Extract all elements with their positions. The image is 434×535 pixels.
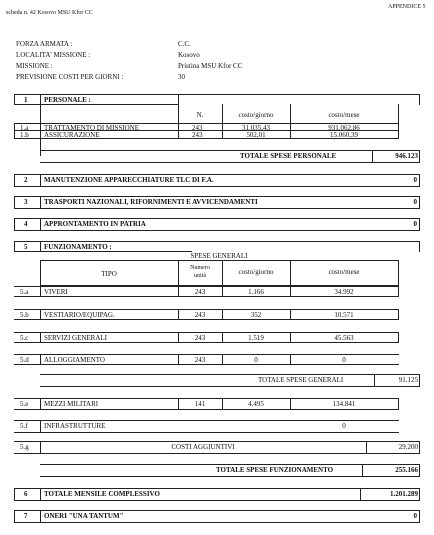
row-month: 0 (342, 422, 346, 430)
row-month: 931.062,86 (328, 124, 360, 132)
row-day: 1.519 (248, 334, 264, 342)
row-n: 243 (194, 311, 206, 319)
value-missione: Pristina MSU Kfor CC (178, 62, 243, 70)
col-costo-mese: costo/mese (328, 111, 360, 119)
section-number: 1 (24, 96, 28, 104)
section-value: 1.201.289 (390, 490, 418, 498)
col-numero-unita: Numero unità (190, 265, 210, 279)
section-number: 6 (24, 490, 28, 498)
total-generali-label: TOTALE SPESE GENERALI (258, 376, 344, 384)
section-title: FUNZIONAMENTO : (44, 243, 112, 251)
col-costo-giorno: costo/giorno (238, 111, 274, 119)
label-localita: LOCALITA' MISSIONE : (16, 51, 91, 59)
row-label: INFRASTRUTTURE (44, 422, 106, 430)
label-forza-armata: FORZA ARMATA : (16, 40, 73, 48)
section-value: 0 (413, 198, 417, 206)
col-costo-giorno: costo/giorno (238, 268, 274, 276)
value-giorni: 30 (178, 73, 185, 81)
section-value: 0 (413, 220, 417, 228)
row-day: 352 (250, 311, 262, 319)
total-funzionamento-label: TOTALE SPESE FUNZIONAMENTO (216, 466, 334, 474)
section-number: 3 (24, 198, 28, 206)
appendix-label: APPENDICE 5 (388, 4, 426, 10)
row-label: COSTI AGGIUNTIVI (171, 443, 235, 451)
row-day: 1.166 (248, 288, 264, 296)
row-n: 243 (194, 288, 206, 296)
section-title: PERSONALE : (44, 96, 91, 104)
row-label: MEZZI MILITARI (44, 400, 99, 408)
row-n: 141 (194, 400, 206, 408)
total-personale-value: 946.123 (395, 152, 418, 160)
row-label: TRATTAMENTO DI MISSIONE (44, 124, 139, 132)
section-value: 0 (413, 512, 417, 520)
row-n: 243 (194, 334, 206, 342)
section-title: MANUTENZIONE APPARECCHIATURE TLC DI F.A. (44, 176, 214, 184)
row-month: 15.060,39 (330, 131, 358, 139)
row-label: ASSICURAZIONE (44, 131, 100, 139)
row-day: 502,01 (246, 131, 266, 139)
value-localita: Kosovo (178, 51, 200, 59)
total-generali-value: 91.125 (398, 376, 418, 384)
row-code: 5.b (20, 311, 29, 319)
spese-generali-title: SPESE GENERALI (190, 252, 248, 260)
row-month: 45.563 (334, 334, 354, 342)
col-costo-mese: costo/mese (328, 268, 360, 276)
row-code: 5.g (20, 443, 29, 451)
row-value: 29.200 (398, 443, 418, 451)
row-code: 1.a (20, 124, 29, 132)
row-n: 243 (192, 131, 203, 139)
row-code: 5.c (20, 334, 29, 342)
label-missione: MISSIONE : (16, 62, 53, 70)
col-n: N. (196, 111, 204, 119)
section-title: TRASPORTI NAZIONALI, RIFORNIMENTI E AVVICENDAMENTI (44, 198, 258, 206)
section-number: 2 (24, 176, 28, 184)
section-number: 5 (24, 243, 28, 251)
section-number: 7 (24, 512, 28, 520)
row-day: 0 (254, 356, 258, 364)
row-day: 4.495 (248, 400, 264, 408)
value-forza-armata: C.C. (178, 40, 191, 48)
row-code: 5.f (20, 422, 28, 430)
row-code: 5.a (20, 288, 29, 296)
row-label: ALLOGGIAMENTO (44, 356, 105, 364)
row-month: 10.571 (334, 311, 354, 319)
row-n: 243 (192, 124, 203, 132)
section-title: APPRONTAMENTO IN PATRIA (44, 220, 146, 228)
section-number: 4 (24, 220, 28, 228)
row-code: 5.e (20, 400, 29, 408)
row-day: 31.035,43 (242, 124, 270, 132)
col-tipo: TIPO (101, 270, 117, 278)
row-label: VIVERI (44, 288, 68, 296)
row-month: 134.841 (332, 400, 356, 408)
row-n: 243 (194, 356, 206, 364)
row-code: 1.b (20, 131, 29, 139)
row-code: 5.d (20, 356, 29, 364)
sheet-reference: scheda n. 42 Kosovo MSU Kfor CC (6, 10, 93, 16)
total-personale-label: TOTALE SPESE PERSONALE (240, 152, 337, 160)
row-label: VESTIARIO/EQUIPAG. (44, 311, 115, 319)
row-label: SERVIZI GENERALI (44, 334, 108, 342)
row-month: 34.992 (334, 288, 354, 296)
section-title: TOTALE MENSILE COMPLESSIVO (44, 490, 160, 498)
row-month: 0 (342, 356, 346, 364)
section-value: 0 (413, 176, 417, 184)
label-previsione: PREVISIONE COSTI PER GIORNI : (16, 73, 124, 81)
section-title: ONERI "UNA TANTUM" (44, 512, 124, 520)
total-funzionamento-value: 255.166 (395, 466, 418, 474)
